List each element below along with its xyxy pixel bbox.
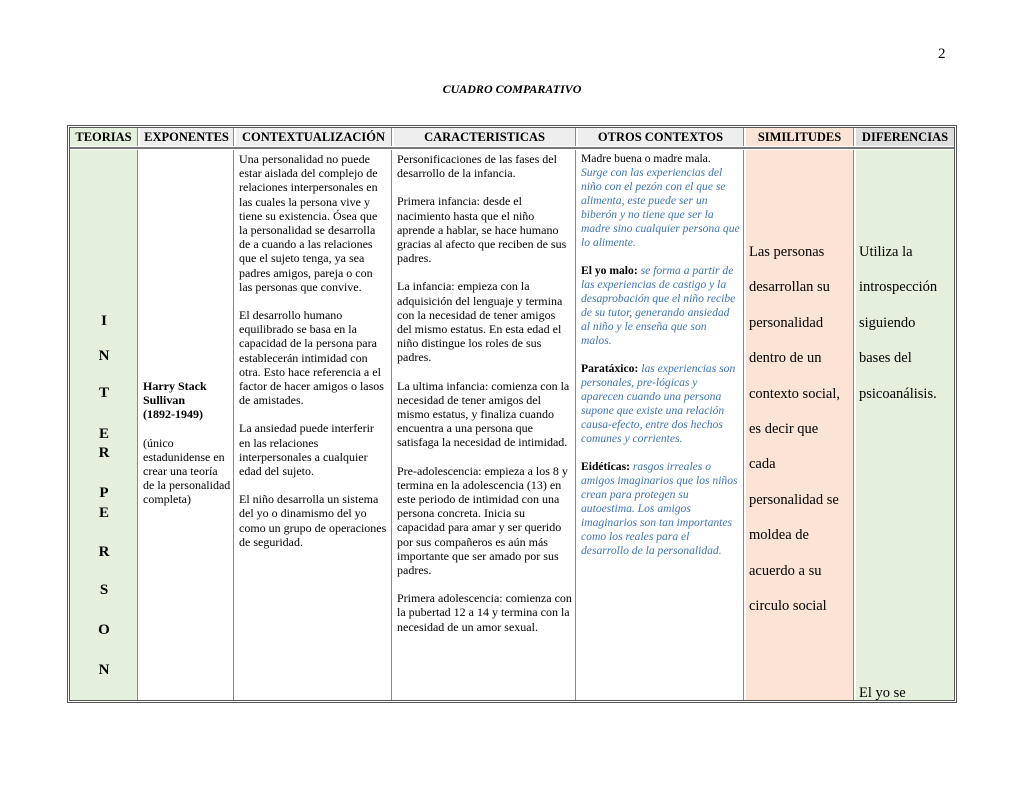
- differences-cell: [856, 150, 954, 700]
- theory-letter: R: [98, 445, 110, 461]
- similarity-line: cada: [749, 456, 776, 473]
- theory-cell: [70, 150, 138, 700]
- header-otros-contextos: OTROS CONTEXTOS: [578, 128, 744, 146]
- difference-line: Utiliza la: [859, 244, 913, 260]
- theory-letter: N: [98, 662, 110, 678]
- theory-letter: E: [98, 426, 109, 442]
- other-context-entry: [581, 152, 740, 250]
- other-context-entry: [581, 264, 740, 348]
- context-cell: [236, 150, 392, 700]
- comparison-table: [67, 125, 957, 703]
- theory-letter: N: [98, 348, 110, 364]
- similarity-line: acuerdo a su: [749, 562, 822, 579]
- similarity-line: personalidad se: [749, 491, 839, 508]
- other-context-text: las experiencias son personales, pre-lógicas y aparecen cuando una persona supone que existe una relación causa-efecto, entre dos hechos comunes y corrientes.: [581, 362, 736, 445]
- similarity-line: moldea de: [749, 527, 809, 544]
- header-contextualizacion: CONTEXTUALIZACIÓN: [236, 128, 392, 146]
- theory-letter: P: [99, 485, 109, 501]
- similarity-line: contexto social,: [749, 385, 841, 402]
- header-exponentes: EXPONENTES: [140, 128, 234, 146]
- other-context-label: Eidéticas:: [581, 460, 630, 473]
- characteristic-paragraph: Personificaciones de las fases del desarrollo de la infancia.: [397, 152, 557, 181]
- characteristic-paragraph: Primera adolescencia: comienza con la pubertad 12 a 14 y termina con la necesidad de un amor sexual.: [397, 591, 572, 634]
- other-context-text: rasgos irreales o amigos imaginarios que los niños crean para protegen su autoestima. Los amigos imaginarios son tan importantes como los reales para el desarrollo de la personalidad.: [581, 460, 738, 557]
- theory-letter: R: [98, 544, 110, 560]
- other-context-text: Surge con las experiencias del niño con el pezón con el que se alimenta, este puede ser un biberón y no tiene que ser la madre sino cualquier persona que lo alimente.: [581, 166, 740, 249]
- characteristic-paragraph: Primera infancia: desde el nacimiento hasta que el niño aprende a hablar, se hace humano gracias al afecto que reciben de sus padres.: [397, 194, 567, 266]
- exponent-years: (1892-1949): [143, 407, 203, 422]
- similarity-line: es decir que: [749, 421, 819, 438]
- other-context-lead: Madre buena o madre mala.: [581, 152, 711, 165]
- difference-line: introspección: [859, 279, 938, 296]
- context-paragraph: Una personalidad no puede estar aislada del complejo de relaciones interpersonales en las cuales la persona vive y tiene su existencia. Ósea que la personalidad se desarrolla de a cuando a las relaciones que el sujeto tenga, ya sea padres amigos, pareja o con las personas que convive.: [239, 152, 378, 294]
- context-paragraph: El niño desarrolla un sistema del yo o dinamismo del yo como un grupo de operaciones de seguridad.: [239, 492, 387, 549]
- similarity-line: personalidad: [749, 314, 824, 331]
- theory-letter: S: [99, 582, 109, 598]
- context-paragraph: El desarrollo humano equilibrado se basa en la capacidad de la persona para establecerán intimidad con otra. Esto hace referencia a el factor de hacer amigos o lasos de amistades.: [239, 308, 384, 408]
- document-title: CUADRO COMPARATIVO: [442, 82, 582, 96]
- exponent-note: (único estadunidense en crear una teoría de la personalidad completa): [143, 435, 231, 507]
- other-context-label: Paratáxico:: [581, 362, 639, 375]
- characteristics-cell: [394, 150, 576, 700]
- other-context-entry: [581, 362, 740, 446]
- other-contexts-cell: [578, 150, 744, 700]
- exponent-cell: [140, 150, 234, 700]
- header-caracteristicas: CARACTERISTICAS: [394, 128, 576, 146]
- similarity-line: dentro de un: [749, 350, 822, 367]
- similarity-line: desarrollan su: [749, 279, 830, 296]
- header-teorias: TEORIAS: [70, 128, 138, 146]
- header-diferencias: DIFERENCIAS: [856, 128, 954, 146]
- other-context-entry: [581, 460, 740, 558]
- difference-line: psicoanálisis.: [859, 385, 937, 402]
- theory-letter: O: [98, 622, 110, 638]
- characteristic-paragraph: Pre-adolescencia: empieza a los 8 y termina en la adolescencia (13) en este periodo de intimidad con una persona concreta. Inicia su capacidad para amar y ser querido por sus compañeros es aún más importante que ser amado por sus padres.: [397, 463, 568, 578]
- characteristic-paragraph: La infancia: empieza con la adquisición del lenguaje y termina con la necesidad de tener amigos del mismo estatus. En esta edad el niño distingue los roles de sus padres.: [397, 279, 563, 365]
- exponent-name: Harry Stack Sullivan: [143, 379, 207, 408]
- page-number: 2: [938, 46, 946, 62]
- theory-letter: T: [98, 385, 109, 401]
- characteristic-paragraph: La ultima infancia: comienza con la necesidad de tener amigos del mismo estatus, y finaliza cuando encuentra a una persona que satisfaga la necesidad de intimidad.: [397, 378, 570, 450]
- difference-continuation: El yo se: [859, 684, 906, 700]
- theory-letter: E: [98, 505, 109, 521]
- similarity-line: Las personas: [749, 244, 825, 260]
- header-similitudes: SIMILITUDES: [746, 128, 854, 146]
- similarity-line: circulo social: [749, 598, 827, 615]
- theory-letter: I: [101, 313, 107, 329]
- other-context-label: El yo malo:: [581, 264, 638, 277]
- context-paragraph: La ansiedad puede interferir en las relaciones interpersonales a cualquier edad del sujeto.: [239, 421, 374, 479]
- similarities-cell: [746, 150, 854, 700]
- difference-line: bases del: [859, 350, 912, 367]
- difference-line: siguiendo: [859, 314, 916, 331]
- other-context-text: se forma a partir de las experiencias de castigo y la desaprobación que el niño recibe de su tutor, generando ansiedad al niño y le enseña que son malos.: [581, 264, 736, 347]
